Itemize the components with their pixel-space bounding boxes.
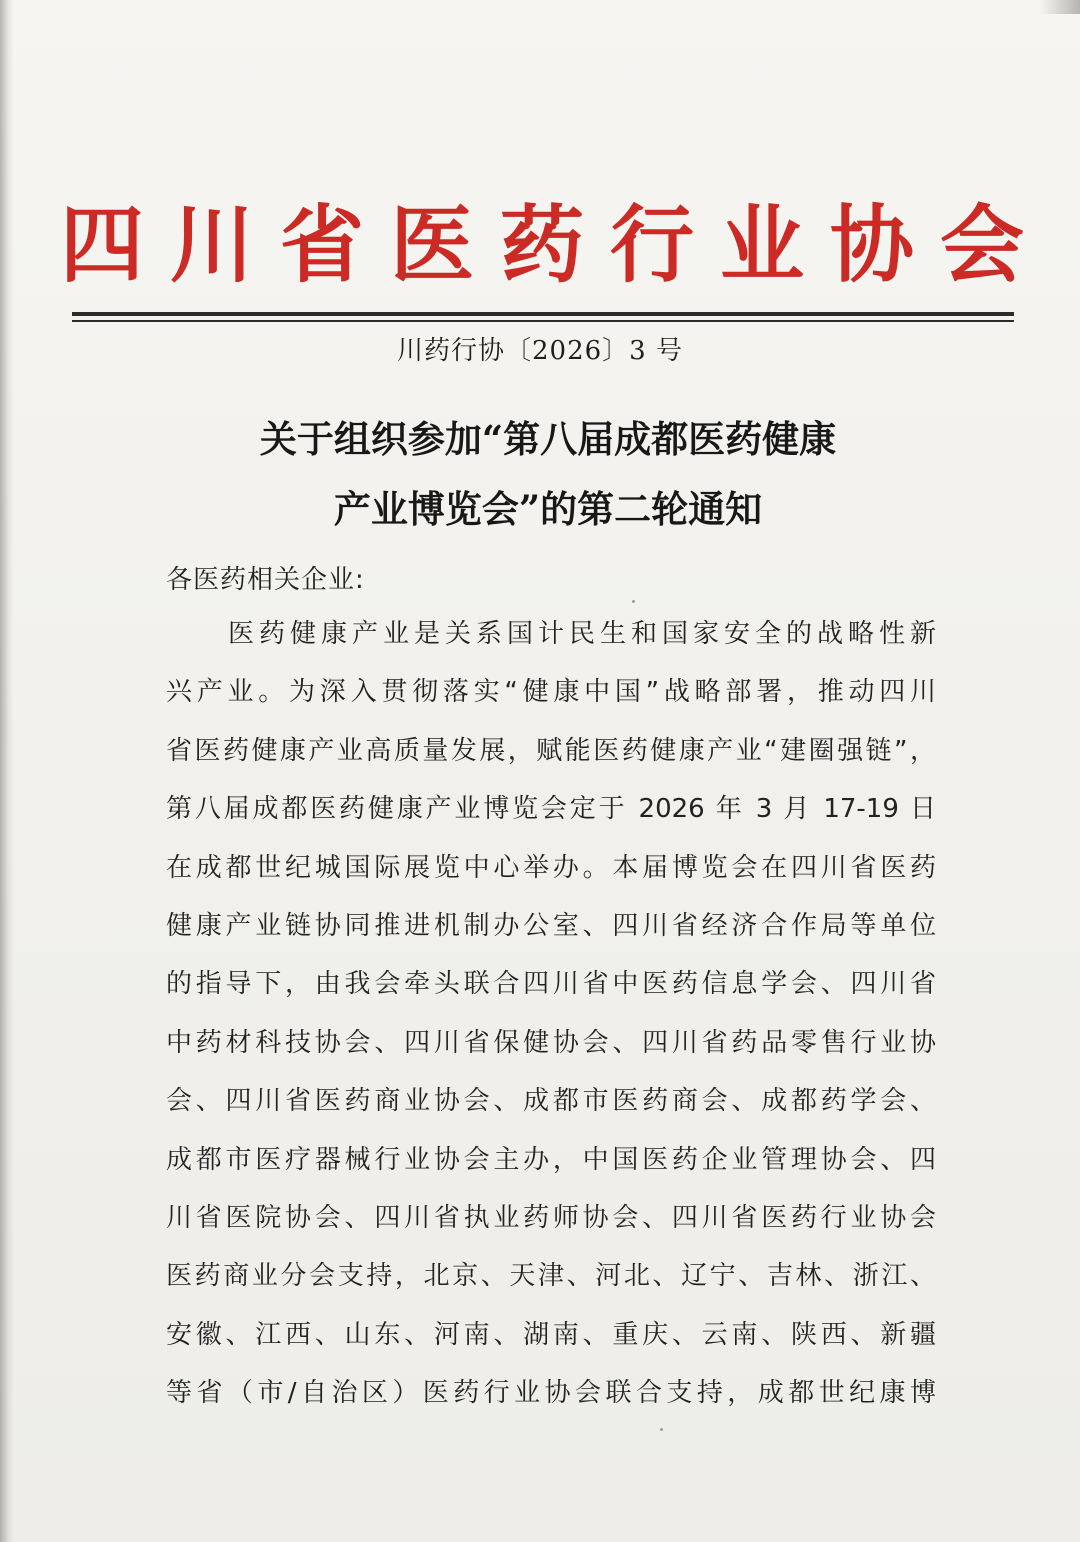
body-text-line: 会、四川省医药商业协会、成都市医药商会、成都药学会、 xyxy=(166,1086,936,1117)
notice-title-line-2: 产业博览会”的第二轮通知 xyxy=(333,487,763,531)
salutation: 各医药相关企业: xyxy=(166,565,365,595)
body-text-line: 第八届成都医药健康产业博览会定于 2026 年 3 月 17-19 日 xyxy=(166,794,936,825)
body-text-line: 等省（市/自治区）医药行业协会联合支持，成都世纪康博 xyxy=(166,1378,936,1409)
body-text-line: 医药健康产业是关系国计民生和国家安全的战略性新 xyxy=(228,619,936,649)
body-text-line: 成都市医疗器械行业协会主办，中国医药企业管理协会、四 xyxy=(166,1144,936,1175)
page-corner-shadow xyxy=(1040,0,1080,14)
notice-title-line-1: 关于组织参加“第八届成都医药健康 xyxy=(259,417,837,461)
letterhead-org-name: 四川省医药行业协会 xyxy=(60,195,1051,294)
body-text-line: 兴产业。为深入贯彻落实“健康中国”战略部署，推动四川 xyxy=(166,677,936,708)
body-text-line: 省医药健康产业高质量发展，赋能医药健康产业“建圈强链”， xyxy=(166,735,936,766)
body-text-line: 医药商业分会支持，北京、天津、河北、辽宁、吉林、浙江、 xyxy=(166,1261,936,1292)
body-text-line: 的指导下，由我会牵头联合四川省中医药信息学会、四川省 xyxy=(166,969,936,1000)
letterhead-rule-thick xyxy=(72,312,1014,316)
body-text-line: 安徽、江西、山东、河南、湖南、重庆、云南、陕西、新疆 xyxy=(166,1319,936,1350)
body-text-line: 川省医院协会、四川省执业药师协会、四川省医药行业协会 xyxy=(166,1203,936,1233)
body-text-line: 健康产业链协同推进机制办公室、四川省经济合作局等单位 xyxy=(166,911,936,941)
document-number: 川药行协〔2026〕3 号 xyxy=(397,336,683,366)
body-text-line: 在成都世纪城国际展览中心举办。本届博览会在四川省医药 xyxy=(166,852,936,883)
paper-speck xyxy=(660,1428,663,1431)
body-text-line: 中药材科技协会、四川省保健协会、四川省药品零售行业协 xyxy=(166,1027,936,1058)
paper-speck xyxy=(632,600,635,603)
letterhead-rule-thin xyxy=(72,320,1014,322)
page-edge-shadow xyxy=(0,0,14,1542)
